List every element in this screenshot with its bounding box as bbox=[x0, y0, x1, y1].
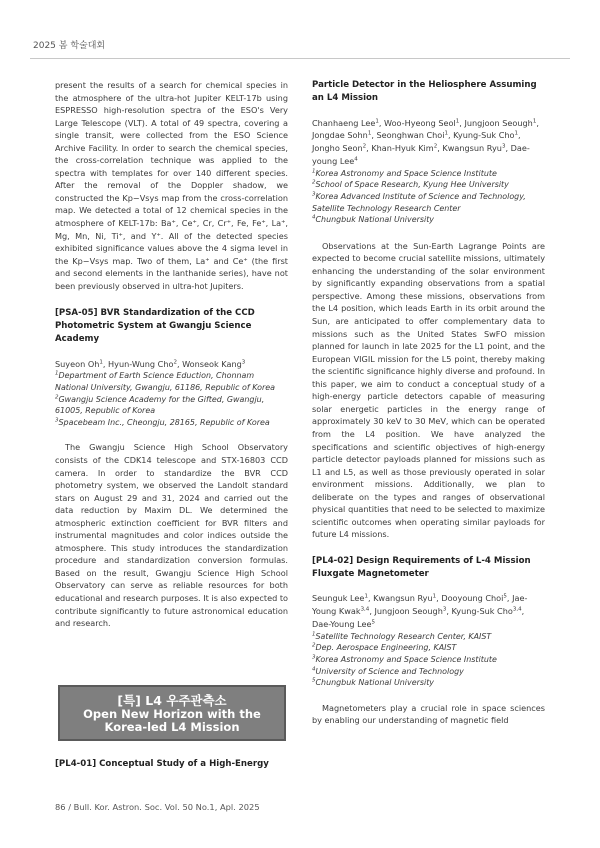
author-name: Woo-Hyeong Seol bbox=[384, 117, 456, 128]
affiliation-text: Spacebeam Inc., Cheongju, 28165, Republic of Korea bbox=[58, 417, 270, 427]
affiliation-text: Satellite Technology Research Center, KAIST bbox=[315, 631, 492, 641]
affiliation-text: Korea Astronomy and Space Science Institute bbox=[315, 655, 497, 665]
author-name: Jongdae Sohn bbox=[312, 130, 368, 141]
author-name: Kwangsun Ryu bbox=[442, 143, 502, 154]
author-affiliation-mark: 1 bbox=[367, 130, 372, 137]
affiliation-line bbox=[312, 179, 545, 191]
psa05-abstract: The Gwangju Science High School Observatory consists of the CDK14 telescope and STX-16803 CCD camera. In order to standardize the BVR CCD photometry system, we observed the Landolt standard stars on August 29 and 31, 2024 and carried out the data reduction by Maxim DL. We determined the atmospheric extinction coefficient for BVR filters and instrumental magnitudes and color indices outside the atmosphere. This study introduces the standardization procedure and standardization conversion formulas. Based on the result, Gwangju Science High School Observatory can serve as reliable resources for both educational and research purposes. It is also expected to contribute significantly to future astronomical education and research. bbox=[55, 442, 288, 629]
affiliation-line bbox=[312, 168, 545, 180]
author-name: Seonghwan Choi bbox=[376, 130, 445, 141]
author-affiliation-mark: 1 bbox=[375, 117, 379, 124]
psa05-affiliations bbox=[55, 370, 288, 428]
page-footer: 86 / Bull. Kor. Astron. Soc. Vol. 50 No.1, Apl. 2025 bbox=[55, 802, 260, 812]
author-affiliation-mark: 4 bbox=[354, 156, 358, 163]
author-affiliation-mark: 5 bbox=[503, 593, 507, 600]
affiliation-line bbox=[312, 191, 545, 214]
affiliation-number: 1 bbox=[312, 631, 316, 638]
pl401-title-start: [PL4-01] Conceptual Study of a High-Energy bbox=[55, 759, 269, 769]
affiliation-number: 3 bbox=[312, 191, 316, 198]
author-name: Chanhaeng Lee bbox=[312, 117, 376, 128]
author-name: Wonseok Kang bbox=[182, 358, 242, 369]
author-affiliation-mark: 2 bbox=[362, 143, 367, 150]
author-name: Jungjoon Seough bbox=[464, 117, 533, 128]
author-name: Khan-Hyuk Kim bbox=[371, 143, 434, 154]
banner-title-korean: [특] L4 우주관측소 bbox=[117, 692, 227, 708]
affiliation-number: 2 bbox=[55, 394, 59, 401]
author-affiliation-mark: 1 bbox=[514, 130, 518, 137]
right-column bbox=[312, 79, 545, 727]
affiliation-text: Korea Advanced Institute of Science and Technology, Satellite Technology Research Center bbox=[312, 191, 526, 213]
author-affiliation-mark: 3 bbox=[241, 358, 246, 365]
affiliation-line bbox=[312, 677, 545, 689]
pl402-affiliations bbox=[312, 631, 545, 689]
affiliation-number: 2 bbox=[312, 642, 316, 649]
author-affiliation-mark: 1 bbox=[455, 117, 460, 124]
author-name: Jungjoon Seough bbox=[374, 606, 443, 617]
running-header: 2025 봄 학술대회 bbox=[33, 41, 106, 51]
author-affiliation-mark: 3 bbox=[442, 606, 447, 613]
affiliation-text: Dep. Aerospace Engineering, KAIST bbox=[315, 643, 457, 653]
affiliation-number: 5 bbox=[312, 677, 316, 684]
banner-subtitle-line2: Korea-led L4 Mission bbox=[104, 719, 240, 734]
session-banner bbox=[58, 685, 286, 741]
affiliation-line bbox=[312, 654, 545, 666]
author-name: Kwangsun Ryu bbox=[373, 593, 433, 604]
affiliation-number: 4 bbox=[312, 666, 316, 672]
psa05-title: [PSA-05] BVR Standardization of the CCD Photometric System at Gwangju Science Academy bbox=[55, 308, 255, 344]
pl402-authors: Seunguk Lee$^1$, Kwangsun Ryu$^1$, Dooyoung Choi$^5$, Jae-Young Kwak$^{3,4}$, Jungjoon Seough$^3$, Kyung-Suk Cho$^{3,4}$, Dae-Young Lee$^5$ bbox=[312, 593, 528, 630]
affiliation-text: Department of Earth Science Eduction, Chonnam National University, Gwangju, 61186, Republic of Korea bbox=[55, 371, 275, 393]
author-name: Seunguk Lee bbox=[312, 593, 365, 604]
affiliation-number: 1 bbox=[312, 168, 316, 175]
affiliation-text: School of Space Research, Kyung Hee University bbox=[315, 180, 509, 190]
affiliation-line bbox=[312, 642, 545, 654]
affiliation-number: 2 bbox=[312, 179, 316, 186]
affiliation-line bbox=[312, 666, 545, 678]
author-affiliation-mark: 1 bbox=[364, 593, 368, 600]
author-affiliation-mark: 1 bbox=[444, 130, 448, 137]
author-affiliation-mark: 1 bbox=[432, 593, 437, 600]
left-column bbox=[55, 79, 288, 630]
affiliation-text: Korea Astronomy and Space Science Institute bbox=[315, 168, 497, 178]
psa05-authors: Suyeon Oh$^1$, Hyun-Wung Cho$^2$, Wonseok Kang$^3$ bbox=[55, 358, 246, 369]
author-name: Jongho Seon bbox=[312, 143, 363, 154]
affiliation-line bbox=[312, 631, 545, 643]
affiliation-text: Gwangju Science Academy for the Gifted, Gwangju, 61005, Republic of Korea bbox=[55, 394, 265, 416]
affiliation-number: 3 bbox=[312, 654, 316, 661]
author-name: Jae-Young Kwak bbox=[312, 593, 528, 617]
affiliation-number: 1 bbox=[55, 370, 59, 377]
header-rule bbox=[30, 58, 570, 59]
author-name: Dooyoung Choi bbox=[441, 593, 504, 604]
author-name: Kyung-Suk Cho bbox=[453, 130, 515, 141]
intro-paragraph: present the results of a search for chemical species in the atmosphere of the ultra-hot Jupiter KELT-17b using ESPRESSO high-resolution spectra of the ESO's Very Large Telescope (VLT). A total of 49 spectra, covering a single transit, were collected from the ESO Science Archive Facility. In order to search the chemical species, the cross-correlation technique was applied to the spectra with templates for over 140 different species. After the removal of the Doppler shadow, we constructed the Kp−Vsys map from the cross-correlation map. We detected a total of 12 chemical species in the atmosphere of KELT-17b: Ba⁺, Ce⁺, Cr, Cr⁺, Fe, Fe⁺, La⁺, Mg, Mn, Ni, Ti⁺, and Y⁺. All of the detected species exhibited significance values above the 4 sigma level in the Kp−Vsys map. Two of them, La⁺ and Ce⁺ (the first and second elements in the lanthanide series), have not been previously observed in ultra-hot Jupiters. bbox=[55, 80, 288, 291]
pl401-authors: Chanhaeng Lee$^1$, Woo-Hyeong Seol$^1$, Jungjoon Seough$^1$, Jongdae Sohn$^1$, Seonghwan Choi$^1$, Kyung-Suk Cho$^1$, Jongho Seon$^2$, Khan-Hyuk Kim$^2$, Kwangsun Ryu$^3$, Dae-young Lee$^4$ bbox=[312, 117, 539, 166]
author-affiliation-mark: 2 bbox=[173, 358, 177, 365]
pl401-abstract: Observations at the Sun-Earth Lagrange Points are expected to become crucial satellite missions, ultimately enhancing the understanding of the solar environment by significantly expanding observations from a spatial perspective. Among these missions, observations from the L4 position, which leads Earth in its orbit around the Sun, are anticipated to offer complementary data to missions such as the United States SwFO mission planned for launch in late 2025 for the L1 point, and the European VIGIL mission for the L5 point, thereby making the scientific significance highly diverse and profound. In this paper, we aim to conduct a conceptual study of a high-energy particle detectors capable of measuring solar energetic particles in the energy range of approximately 30 keV to 30 MeV, which can be operated from the L4 position. We have analyzed the specifications and scientific objectives of high-energy particle detector payloads planned for missions such as L1 and L5, as well as those previously operated in solar environment missions. Additionally, we plan to deliberate on the types and ranges of observational physical quantities that need to be selected to maximize scientific outcomes when operating similar payloads for future L4 missions. bbox=[312, 240, 545, 540]
author-affiliation-mark: 3,4 bbox=[360, 606, 370, 613]
author-affiliation-mark: 5 bbox=[371, 619, 375, 626]
affiliation-text: Chungbuk National University bbox=[315, 678, 435, 688]
banner-subtitle-line1: Open New Horizon with the bbox=[83, 706, 261, 721]
pl402-title: [PL4-02] Design Requirements of L-4 Mission Fluxgate Magnetometer bbox=[312, 555, 531, 579]
pl401-affiliations bbox=[312, 168, 545, 226]
affiliation-line bbox=[55, 370, 288, 393]
pl401-title-continued: Particle Detector in the Heliosphere Assuming an L4 Mission bbox=[312, 80, 537, 103]
affiliation-line bbox=[55, 417, 288, 429]
author-name: Kyung-Suk Cho bbox=[451, 606, 513, 617]
affiliation-text: University of Science and Technology bbox=[315, 666, 464, 676]
author-name: Dae-young Lee bbox=[312, 143, 530, 166]
author-name: Hyun-Wung Cho bbox=[108, 358, 174, 369]
affiliation-text: Chungbuk National University bbox=[315, 215, 435, 225]
author-affiliation-mark: 1 bbox=[532, 117, 537, 124]
pl402-abstract: Magnetometers play a crucial role in space sciences by enabling our understanding of magnetic field bbox=[312, 702, 545, 726]
author-name: Dae-Young Lee bbox=[312, 619, 372, 630]
affiliation-line bbox=[55, 394, 288, 417]
author-affiliation-mark: 3,4 bbox=[512, 606, 522, 613]
affiliation-number: 4 bbox=[312, 214, 316, 221]
author-affiliation-mark: 2 bbox=[433, 143, 438, 150]
affiliation-line bbox=[312, 214, 545, 226]
author-name: Suyeon Oh bbox=[55, 358, 100, 369]
affiliation-number: 3 bbox=[55, 417, 59, 424]
author-affiliation-mark: 1 bbox=[99, 358, 103, 365]
author-affiliation-mark: 3 bbox=[501, 143, 506, 150]
